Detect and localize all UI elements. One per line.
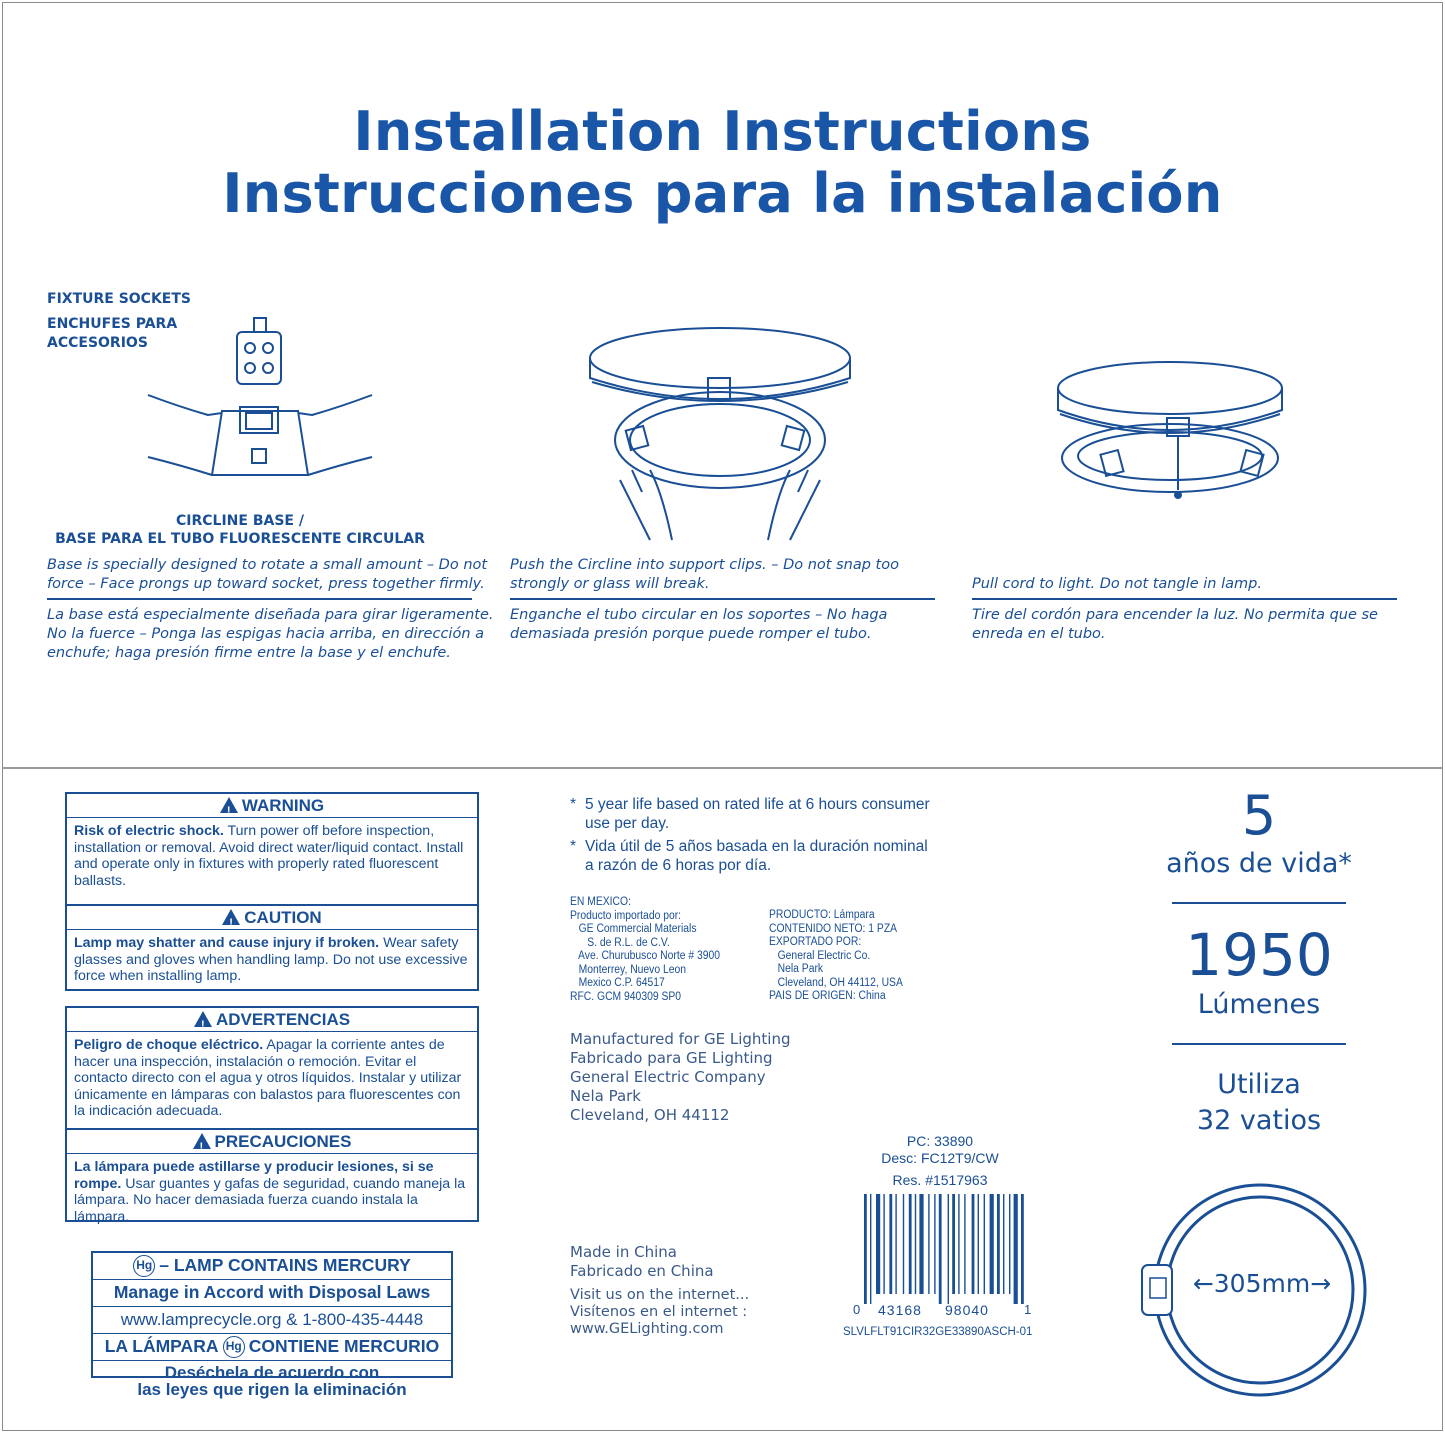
step2-es-line1: Enganche el tubo circular en los soportes – No haga: [510, 607, 888, 623]
step1-es-line3: enchufe; haga presión firme entre la base y el enchufe.: [47, 645, 451, 661]
warning-heading: !WARNING: [67, 794, 477, 818]
precauciones-triangle-icon: [193, 1133, 211, 1149]
life-note-star-2: *: [570, 838, 577, 855]
warning-triangle-icon: [220, 797, 238, 813]
life-note-en-2: use per day.: [585, 815, 670, 832]
precauciones-heading: !PRECAUCIONES: [67, 1130, 477, 1154]
fixture-sockets-label: FIXTURE SOCKETS: [47, 291, 192, 307]
caution-triangle-icon: [222, 909, 240, 925]
barcode-bar: [883, 1194, 884, 1294]
hg-symbol-icon-2: Hg: [223, 1336, 245, 1358]
watts-label-2: 32 vatios: [1196, 1105, 1322, 1136]
precauciones-section: [67, 1128, 477, 1230]
step1-en-line2: force – Face prongs up toward socket, press together firmly.: [47, 576, 485, 592]
barcode-bar: [1014, 1194, 1018, 1304]
step1-rule: [47, 598, 472, 600]
life-note-star-1: *: [570, 796, 577, 813]
life-years-label: años de vida*: [1166, 848, 1352, 879]
barcode-digit-right: 1: [1024, 1302, 1032, 1317]
advertencias-text: Peligro de choque eléctrico. Apagar la corriente antes de hacer una inspección, instalación o remoción. Evitar el contacto directo con el agua y otros líquidos. Instalar y utilizar únicamente en lámparas con balastos para fluorescentes con la indicación adecuada.: [74, 1037, 462, 1119]
spec-rule-1: [1172, 902, 1346, 904]
barcode-bar: [997, 1194, 1000, 1294]
fold-line: [2, 767, 1443, 769]
barcode-bar: [972, 1194, 975, 1294]
circline-base-label-1: CIRCLINE BASE /: [176, 513, 304, 529]
barcode-bar: [952, 1194, 955, 1294]
barcode-bar: [895, 1194, 896, 1294]
barcode-bar: [964, 1194, 965, 1294]
website-info: Visit us on the internet... Visítenos en el internet : www.GELighting.com: [570, 1287, 750, 1337]
step2-en-line1: Push the Circline into support clips. – Do not snap too: [510, 557, 899, 573]
barcode-bar: [948, 1194, 949, 1304]
lumens-label: Lúmenes: [1197, 989, 1321, 1020]
title-spanish: Instrucciones para la instalación: [222, 162, 1223, 225]
barcode-bar: [919, 1194, 923, 1294]
mercury-row-1: Hg – LAMP CONTAINS MERCURY: [93, 1253, 451, 1280]
manufacturer-info: Manufactured for GE Lighting Fabricado para GE Lighting General Electric Company Nela Park Cleveland, OH 44112: [570, 1030, 791, 1124]
life-note-es-2: a razón de 6 horas por día.: [585, 857, 772, 874]
barcode-bar: [984, 1194, 985, 1294]
barcode-bar: [939, 1194, 942, 1304]
barcode-bar: [876, 1194, 880, 1294]
mercury-row-4: LA LÁMPARA Hg CONTIENE MERCURIO: [93, 1334, 451, 1361]
advertencias-heading: !ADVERTENCIAS: [67, 1008, 477, 1032]
spec-rule-2: [1172, 1043, 1346, 1045]
hg-symbol-icon: Hg: [133, 1255, 155, 1277]
mercury-row-2: Manage in Accord with Disposal Laws: [93, 1280, 451, 1307]
life-note-es-1: Vida útil de 5 años basada en la duración nominal: [585, 838, 928, 855]
product-desc: Desc: FC12T9/CW: [881, 1150, 999, 1166]
install-circline-illustration: [580, 320, 860, 550]
barcode-bar: [990, 1194, 994, 1294]
step1-en-line1: Base is specially designed to rotate a small amount – Do not: [47, 557, 488, 573]
barcode-bar: [978, 1194, 979, 1294]
barcode-bar: [864, 1194, 867, 1304]
warning-box-spanish: [65, 1006, 479, 1225]
barcode-bar: [1021, 1194, 1024, 1304]
barcode-bar: [1003, 1194, 1004, 1294]
barcode-bar: [934, 1194, 935, 1294]
life-note-en-1: 5 year life based on rated life at 6 hours consumer: [585, 796, 930, 813]
step2-es-line2: demasiada presión porque puede romper el tubo.: [510, 626, 872, 642]
advertencias-section: [67, 1008, 477, 1128]
mexico-importer-info: EN MEXICO: Producto importado por: GE Commercial Materials S. de R.L. de C.V. Ave. Churubusco Norte # 3900 Monterrey, Nuevo Leon Mexico C.P. 64517 RFC. GCM 940309 SP0: [570, 896, 720, 1003]
caution-heading: !CAUTION: [67, 906, 477, 930]
enchufes-label-2: ACCESORIOS: [47, 335, 148, 351]
circline-base-label-2: BASE PARA EL TUBO FLUORESCENTE CIRCULAR: [55, 531, 425, 547]
caution-text: Lamp may shatter and cause injury if broken. Wear safety glasses and gloves when handling lamp. Do not use excessive force when installing lamp.: [74, 935, 468, 984]
barcode-bar: [928, 1194, 929, 1294]
mercury-row-3: www.lamprecycle.org & 1-800-435-4448: [93, 1307, 451, 1334]
enchufes-label-1: ENCHUFES PARA: [47, 316, 178, 332]
barcode-bar: [909, 1194, 912, 1294]
barcode-bar: [915, 1194, 916, 1294]
barcode-digits-a: 43168: [878, 1302, 922, 1318]
barcode-bar: [903, 1194, 904, 1294]
barcode: [862, 1194, 1024, 1304]
ring-diameter-label: ←305mm→: [1192, 1269, 1332, 1298]
step3-es-line1: Tire del cordón para encender la luz. No permita que se: [972, 607, 1378, 623]
step2-en-line2: strongly or glass will break.: [510, 576, 710, 592]
step1-es-line2: No la fuerce – Ponga las espigas hacia arriba, en dirección a: [47, 626, 485, 642]
caution-section: [67, 904, 477, 990]
origin-info: Made in China Fabricado en China: [570, 1243, 714, 1280]
lumens-number: 1950: [1185, 921, 1333, 989]
advertencias-triangle-icon: [194, 1011, 212, 1027]
barcode-bar: [958, 1194, 959, 1294]
step3-en-line1: Pull cord to light. Do not tangle in lamp.: [972, 576, 1262, 592]
barcode-digits-b: 98040: [945, 1302, 989, 1318]
warning-text: Risk of electric shock. Turn power off before inspection, installation or removal. Avoid direct water/liquid contact. Install and operate only in fixtures with properly rated fluorescent ballasts.: [74, 823, 464, 889]
step1-es-line1: La base está especialmente diseñada para girar ligeramente.: [47, 607, 494, 623]
warning-section: [67, 794, 477, 904]
pull-cord-illustration: [1055, 360, 1285, 520]
step2-rule: [510, 598, 935, 600]
step3-es-line2: enreda en el tubo.: [972, 626, 1106, 642]
barcode-bar: [889, 1194, 892, 1294]
watts-label-1: Utiliza: [1217, 1069, 1301, 1100]
barcode-bar: [1009, 1194, 1010, 1294]
mercury-row-5: Deséchela de acuerdo con las leyes que rigen la eliminación: [137, 1363, 407, 1399]
mexico-product-info: PRODUCTO: Lámpara CONTENIDO NETO: 1 PZA EXPORTADO POR: General Electric Co. Nela Park Cleveland, OH 44112, USA PAIS DE ORIGEN: China: [769, 909, 903, 1002]
product-code: PC: 33890: [906, 1133, 974, 1149]
precauciones-text: La lámpara puede astillarse y producir lesiones, si se rompe. Usar guantes y gafas de seguridad, cuando maneja la lámpara. No hacer demasiada fuerza cuando instala la lámpara.: [74, 1159, 466, 1225]
life-years-number: 5: [1241, 784, 1277, 847]
mercury-box: [91, 1251, 453, 1399]
barcode-digit-left: 0: [853, 1302, 861, 1317]
sku-code: SLVLFLT91CIR32GE33890ASCH-01: [843, 1326, 1033, 1338]
step3-rule: [972, 598, 1397, 600]
product-res: Res. #1517963: [892, 1172, 988, 1188]
title-english: Installation Instructions: [353, 100, 1092, 163]
barcode-bar: [870, 1194, 871, 1304]
warning-box-english: [65, 792, 479, 991]
socket-base-illustration: [140, 315, 380, 485]
